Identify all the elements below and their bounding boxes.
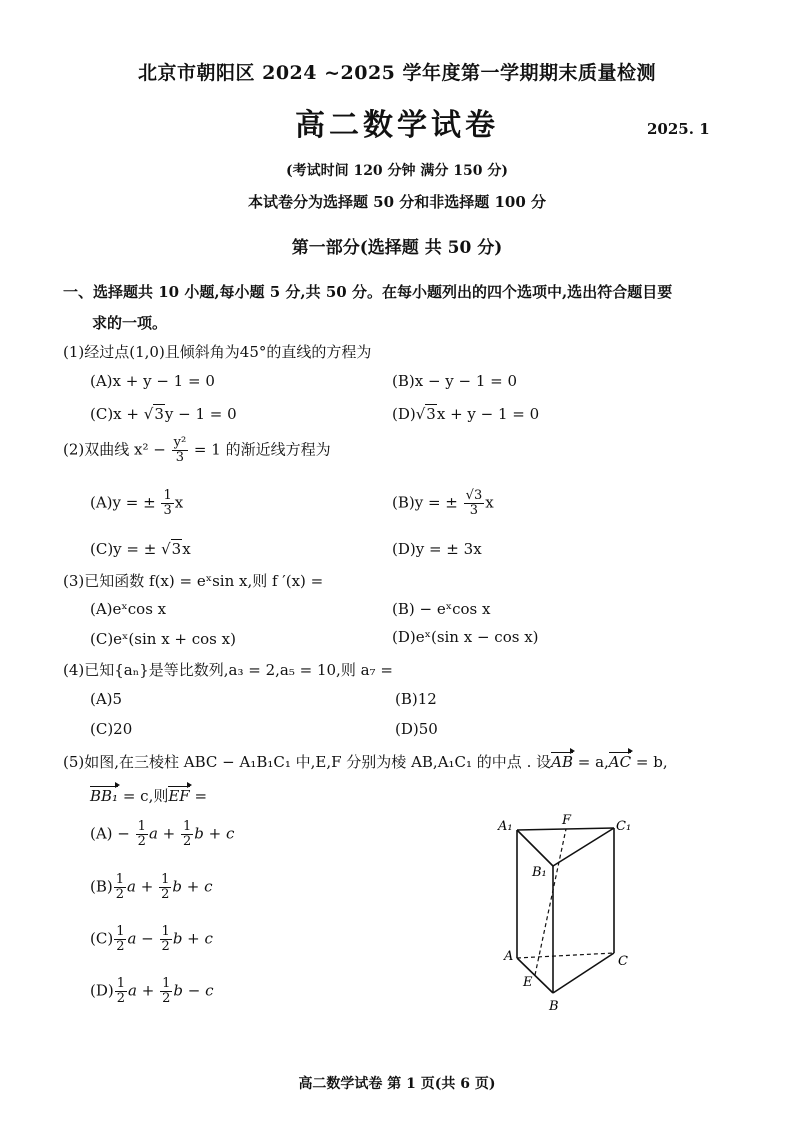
question-2-stem: (2)双曲线 x² − $\frac{\text{y²}}{3}$ = 1 的渐近线方程为 xyxy=(63,435,331,465)
part-one-title: 第一部分(选择题 共 50 分) xyxy=(291,238,503,258)
label-e: E xyxy=(523,975,533,990)
segment-e-f-dashed xyxy=(535,829,566,975)
label-f: F xyxy=(562,813,572,828)
instructions-line-2: 求的一项。 xyxy=(92,314,168,332)
question-4-stem: (4)已知{aₙ}是等比数列,a₃ = 2,a₅ = 10,则 a₇ = xyxy=(63,661,393,679)
q5-option-d: (D) $\frac{1}{2}$ a + $\frac{1}{2}$ b − c xyxy=(90,976,214,1006)
question-1-stem: (1)经过点(1,0)且倾斜角为45°的直线的方程为 xyxy=(63,343,372,361)
q4-option-b: (B)12 xyxy=(395,690,437,708)
q3-option-d: (D)eˣ(sin x − cos x) xyxy=(392,628,539,646)
question-5-stem-line-2: BB₁ = c,则EF = xyxy=(90,787,208,805)
label-a: A xyxy=(504,949,514,964)
edge-b1-c1 xyxy=(553,828,614,866)
q4-option-a: (A)5 xyxy=(90,690,123,708)
edge-a1-b1 xyxy=(517,830,553,866)
q1-option-a: (A)x + y − 1 = 0 xyxy=(90,372,215,390)
exam-date: 2025. 1 xyxy=(647,120,710,138)
q2-option-b: (B)y = ± $\frac{√3}{3}$ x xyxy=(392,488,494,518)
time-note: (考试时间 120 分钟 满分 150 分) xyxy=(285,163,509,179)
score-note: 本试卷分为选择题 50 分和非选择题 100 分 xyxy=(247,193,547,211)
q3-option-c: (C)eˣ(sin x + cos x) xyxy=(90,630,236,648)
exam-header-line: 北京市朝阳区 2024 ~2025 学年度第一学期期末质量检测 xyxy=(137,62,657,84)
q1-option-d: (D)√3x + y − 1 = 0 xyxy=(392,405,540,423)
q3-option-a: (A)eˣcos x xyxy=(90,600,167,618)
q4-option-d: (D)50 xyxy=(395,720,438,738)
label-c1: C₁ xyxy=(616,819,632,834)
q1-option-b: (B)x − y − 1 = 0 xyxy=(392,372,518,390)
q4-option-c: (C)20 xyxy=(90,720,133,738)
label-c: C xyxy=(618,954,628,969)
q2-option-d: (D)y = ± 3x xyxy=(392,540,482,558)
q1-option-c: (C)x + √3y − 1 = 0 xyxy=(90,405,237,423)
q2-option-a: (A)y = ± $\frac{1}{3}$ x xyxy=(90,488,184,518)
prism-figure xyxy=(490,808,650,1018)
q5-option-c: (C) $\frac{1}{2}$ a − $\frac{1}{2}$ b + c xyxy=(90,924,213,954)
edge-b-c xyxy=(553,953,614,993)
question-3-stem: (3)已知函数 f(x) = eˣsin x,则 f ′(x) = xyxy=(63,572,324,590)
edge-a-c-dashed xyxy=(517,953,614,958)
label-b1: B₁ xyxy=(532,865,547,880)
q2-option-c: (C)y = ± √3x xyxy=(90,540,191,558)
q3-option-b: (B) − eˣcos x xyxy=(392,600,491,618)
q5-option-b: (B) $\frac{1}{2}$ a + $\frac{1}{2}$ b + c xyxy=(90,872,213,902)
instructions-line-1: 一、选择题共 10 小题,每小题 5 分,共 50 分。在每小题列出的四个选项中,选出符合题目要 xyxy=(63,283,673,301)
page-title: 高二数学试卷 xyxy=(295,108,499,143)
label-a1: A₁ xyxy=(498,819,513,834)
label-b: B xyxy=(549,999,559,1014)
page-footer: 高二数学试卷 第 1 页(共 6 页) xyxy=(298,1076,496,1092)
question-5-stem-line-1: (5)如图,在三棱柱 ABC − A₁B₁C₁ 中,E,F 分别为棱 AB,A₁C₁ 的中点 . 设AB = a,AC = b, xyxy=(63,753,668,771)
q5-option-a: (A) − $\frac{1}{2}$ a + $\frac{1}{2}$ b + c xyxy=(90,819,235,849)
